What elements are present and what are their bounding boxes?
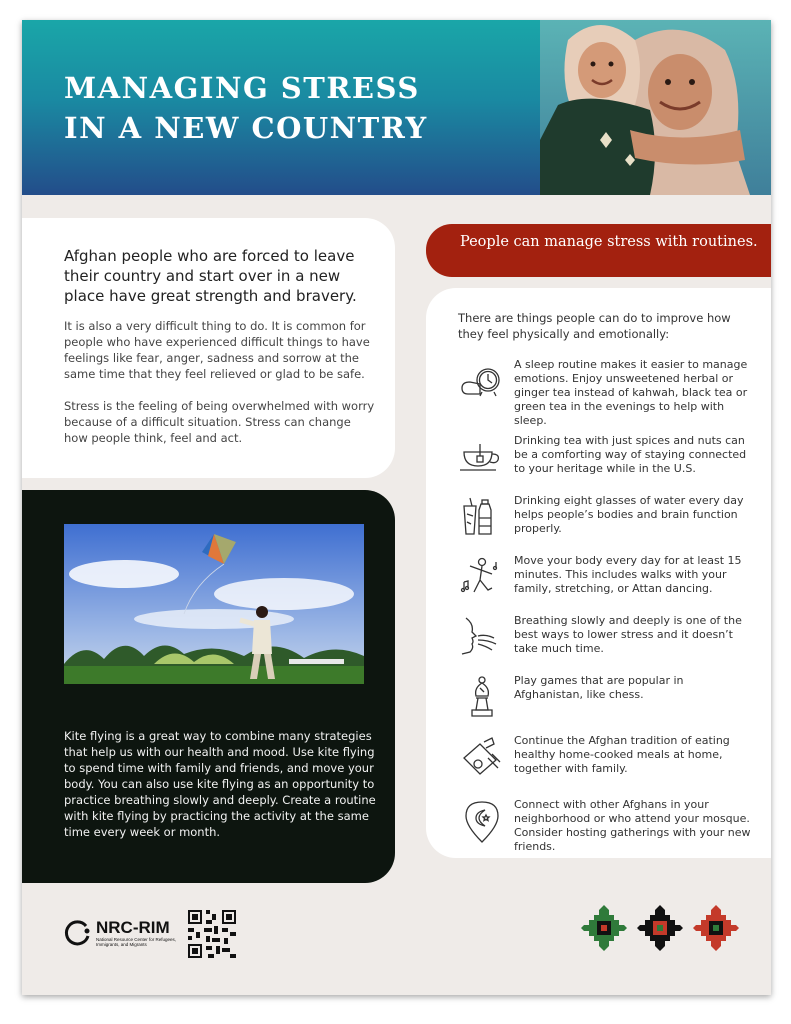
strategy-item	[458, 494, 753, 554]
nrc-rim-logo	[62, 918, 196, 948]
strategy-text: Continue the Afghan tradition of eating healthy home-cooked meals at home, together with family.	[514, 734, 730, 775]
strategies-card	[426, 288, 771, 858]
strategy-item	[458, 674, 753, 734]
intro-card	[22, 218, 395, 478]
routines-header: People can manage stress with routines.	[426, 224, 771, 277]
strategy-text: Connect with other Afghans in your neighborhood or who attend your mosque. Consider hosting gatherings with your new friends.	[514, 798, 751, 853]
family-photo	[540, 20, 771, 195]
black-motif-icon	[635, 903, 685, 953]
title-line-2: IN A NEW COUNTRY	[64, 111, 428, 145]
logo-ring-icon	[62, 918, 92, 948]
chess-piece-icon	[458, 674, 506, 722]
flyer-page	[22, 20, 771, 995]
intro-paragraph-1: It is also a very difficult thing to do. It is common for people who have experienced difficult things to have feelings like fear, anger, sadness and sorrow at the same time that they feel relieved or glad to be safe.	[64, 319, 370, 381]
dancing-person-icon	[458, 554, 506, 602]
sleep-clock-icon	[458, 358, 506, 406]
title-line-1: MANAGING STRESS	[64, 71, 420, 105]
decorative-motifs	[579, 903, 741, 953]
strategy-text: Drinking eight glasses of water every day helps people’s bodies and brain function properly.	[514, 494, 744, 535]
page-title	[64, 68, 494, 148]
cooking-icon	[458, 734, 506, 782]
strategy-text: Move your body every day for at least 15 minutes. This includes walks with your family, stretching, or Attan dancing.	[514, 554, 742, 595]
strategy-text: A sleep routine makes it easier to manage emotions. Enjoy unsweetened herbal or ginger tea instead of kahwah, black tea or green tea in the evenings to help with sleep.	[514, 358, 748, 427]
strategy-item	[458, 434, 753, 494]
qr-code	[186, 908, 238, 960]
logo-subtitle: National Resource Center for Refugees, Immigrants, and Migrants	[96, 936, 177, 947]
intro-lead: Afghan people who are forced to leave their country and start over in a new place have great strength and bravery.	[64, 247, 357, 305]
green-motif-icon	[579, 903, 629, 953]
mosque-location-icon	[458, 798, 506, 846]
strategy-text: Drinking tea with just spices and nuts can be a comforting way of staying connected to your heritage while in the U.S.	[514, 434, 747, 475]
strategy-item	[458, 358, 753, 434]
title-banner	[22, 20, 771, 195]
strategy-text: Breathing slowly and deeply is one of the best ways to lower stress and it doesn’t take much time.	[514, 614, 742, 655]
kite-paragraph: Kite flying is a great way to combine many strategies that help us with our health and mood. Use kite flying to spend time with family and friends, and move your body. You can also use kite flying as an opportunity to practice breathing slowly and deeply. Create a routine with kite flying by practicing the activity at the same time every week or month.	[64, 729, 376, 839]
strategy-text: Play games that are popular in Afghanistan, like chess.	[514, 674, 684, 701]
kite-card	[22, 490, 395, 883]
strategy-item	[458, 554, 753, 614]
water-bottle-icon	[458, 494, 506, 542]
logo-name: NRC-RIM	[96, 917, 170, 937]
kite-flying-photo	[64, 524, 364, 684]
breathing-face-icon	[458, 614, 506, 662]
strategy-item	[458, 614, 753, 674]
intro-paragraph-2: Stress is the feeling of being overwhelmed with worry because of a difficult situation. Stress can change how people think, feel and act.	[64, 399, 375, 445]
strategies-intro: There are things people can do to improve how they feel physically and emotionally:	[458, 311, 731, 341]
strategy-item	[458, 798, 753, 862]
tea-cup-icon	[458, 434, 506, 482]
red-motif-icon	[691, 903, 741, 953]
strategy-item	[458, 734, 753, 798]
